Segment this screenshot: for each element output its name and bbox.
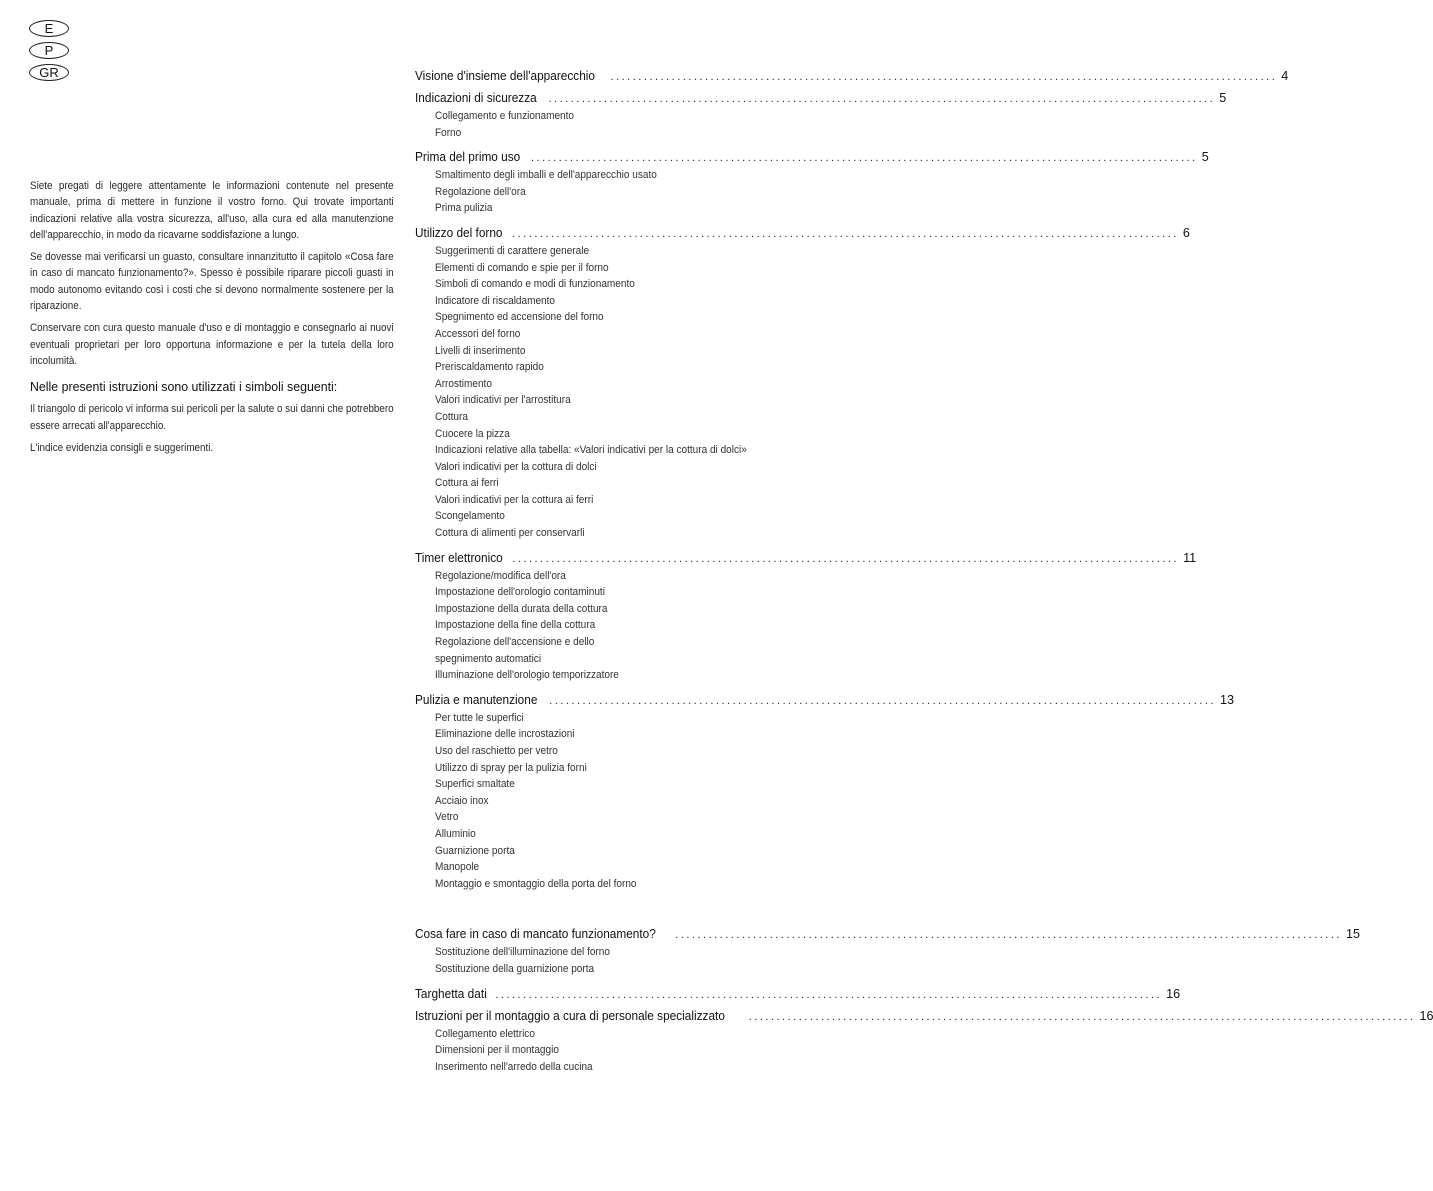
- toc-dot-leader: ........................................................................................................................: [512, 227, 1179, 240]
- toc-subitem: Illuminazione dell'orologio temporizzatore: [435, 669, 619, 682]
- toc-page-number: 13: [1219, 692, 1234, 707]
- toc-subitems: [415, 944, 779, 977]
- toc-subitem: Collegamento e funzionamento: [435, 110, 575, 122]
- toc-page-number: 4: [1281, 69, 1289, 83]
- toc-subitem: Simboli di comando e modi di funzionamento: [435, 278, 635, 291]
- toc-subitem: Cottura di alimenti per conservarli: [435, 527, 585, 540]
- toc-subitem: Forno: [435, 126, 462, 139]
- intro-paragraph-1: Siete pregati di leggere attentamente le informazioni contenute nel presente manuale, prima di mettere in funzione il vostro forno. Qui trovate importanti indicazioni relative alla vostra sicurezza, all'uso, alla cura ed alla manutenzione dell'apparecchio, in modo da ricavarne soddisfazione a lungo.: [30, 180, 394, 241]
- toc-subitems: [415, 1026, 779, 1076]
- toc-subitem: Superfici smaltate: [435, 778, 515, 791]
- symbol-tip-text: L'indice evidenzia consigli e suggerimenti.: [30, 441, 214, 454]
- toc-subitem: Per tutte le superfici: [435, 711, 524, 724]
- toc-subitem: Manopole: [435, 861, 480, 874]
- toc-dot-leader: ........................................................................................................................: [531, 152, 1198, 165]
- toc-dot-leader: ........................................................................................................................: [610, 71, 1278, 83]
- toc-subitem: Elementi di comando e spie per il forno: [435, 261, 609, 274]
- toc-section: [415, 550, 1197, 684]
- toc-section: [415, 986, 1181, 1004]
- language-badge-e: E: [29, 20, 69, 37]
- toc-section-title: Targhetta dati: [415, 986, 487, 1001]
- toc-dot-leader: ........................................................................................................................: [748, 1010, 1416, 1023]
- toc-page-number: 16: [1166, 986, 1181, 1001]
- toc-subitem: Montaggio e smontaggio della porta del forno: [435, 877, 637, 890]
- toc-section-title: Visione d'insieme dell'apparecchio: [415, 69, 596, 83]
- toc-subitem: Collegamento elettrico: [435, 1027, 535, 1040]
- toc-subitem: Spegnimento ed accensione del forno: [435, 311, 604, 324]
- table-of-contents: [415, 68, 1433, 1083]
- toc-subitem: Impostazione della fine della cottura: [435, 619, 596, 632]
- toc-dot-leader: ........................................................................................................................: [675, 929, 1342, 942]
- toc-subitem: Dimensioni per il montaggio: [435, 1044, 559, 1057]
- toc-section-title: Timer elettronico: [415, 550, 503, 565]
- toc-subitem: Indicatore di riscaldamento: [435, 294, 555, 307]
- toc-subitem: Indicazioni relative alla tabella: «Valori indicativi per la cottura di dolci»: [435, 444, 747, 457]
- toc-section-title: Utilizzo del forno: [415, 225, 503, 240]
- toc-subitem: Regolazione dell'ora: [435, 185, 526, 198]
- toc-dot-leader: ........................................................................................................................: [549, 694, 1216, 707]
- toc-subitem: Acciaio inox: [435, 794, 489, 807]
- toc-subitem: Cuocere la pizza: [435, 427, 510, 440]
- toc-page-number: 5: [1219, 91, 1227, 105]
- toc-subitem: Prima pulizia: [435, 202, 493, 215]
- language-badges: [29, 20, 69, 86]
- toc-section-title: Istruzioni per il montaggio a cura di personale specializzato: [415, 1008, 725, 1023]
- toc-section-heading: [415, 986, 1181, 1004]
- toc-section: [415, 68, 1289, 86]
- intro-paragraph-2: Se dovesse mai verificarsi un guasto, consultare innanzitutto il capitolo «Cosa fare in caso di mancato funzionamento?». Spesso è possibile riparare piccoli guasti in modo autonomo evitando così i costi che si devono normalmente sostenere per la riparazione.: [30, 251, 394, 313]
- toc-section-heading: [415, 926, 1360, 944]
- toc-subitems: [415, 108, 779, 141]
- toc-subitem: Regolazione/modifica dell'ora: [435, 569, 566, 582]
- intro-paragraph-3: Conservare con cura questo manuale d'uso e di montaggio e consegnarlo ai nuovi eventuali proprietari per loro opportuna informazione e per la tutela della loro incolumità.: [30, 322, 394, 367]
- toc-page-number: 6: [1182, 225, 1190, 240]
- symbols-heading: Nelle presenti istruzioni sono utilizzati i simboli seguenti:: [30, 379, 338, 395]
- toc-section: [415, 90, 1227, 141]
- toc-section-title: Prima del primo uso: [415, 150, 521, 165]
- toc-subitem: Arrostimento: [435, 377, 492, 390]
- toc-page-number: 11: [1183, 550, 1197, 565]
- toc-subitem: Sostituzione dell'illuminazione del forno: [435, 946, 610, 959]
- toc-subitem: Impostazione della durata della cottura: [435, 602, 608, 615]
- toc-section-heading: [415, 692, 1234, 710]
- toc-dot-leader: ........................................................................................................................: [512, 552, 1180, 565]
- toc-section: [415, 1008, 1433, 1076]
- toc-subitem: Guarnizione porta: [435, 844, 515, 857]
- toc-subitem: Impostazione dell'orologio contaminuti: [435, 586, 605, 599]
- toc-subitem: Valori indicativi per l'arrostitura: [435, 394, 571, 407]
- toc-section-heading: [415, 149, 1209, 167]
- toc-page-number: 15: [1345, 927, 1360, 942]
- toc-subitems: [415, 710, 779, 893]
- toc-subitem: Valori indicativi per la cottura ai ferri: [435, 493, 594, 506]
- toc-dot-leader: ........................................................................................................................: [548, 93, 1216, 105]
- toc-page-number: 16: [1419, 1008, 1433, 1023]
- toc-subitem: Accessori del forno: [435, 327, 521, 340]
- toc-subitem: Livelli di inserimento: [435, 344, 526, 357]
- language-badge-p: P: [29, 42, 69, 59]
- toc-subitems: [415, 568, 779, 684]
- toc-section: [415, 225, 1190, 542]
- toc-subitem: Scongelamento: [435, 510, 505, 523]
- toc-section-heading: [415, 90, 1227, 108]
- toc-section-heading: [415, 1008, 1433, 1026]
- toc-subitem: Uso del raschietto per vetro: [435, 745, 558, 757]
- toc-section-heading: [415, 225, 1190, 243]
- toc-section: [415, 149, 1209, 217]
- toc-section-title: Cosa fare in caso di mancato funzionamento?: [415, 927, 656, 942]
- toc-subitems: [415, 167, 779, 217]
- toc-subitem: Valori indicativi per la cottura di dolci: [435, 460, 597, 473]
- toc-section: [415, 926, 1360, 977]
- toc-subitems: [415, 243, 779, 542]
- toc-subitem: Smaltimento degli imballi e dell'apparecchio usato: [435, 169, 657, 182]
- toc-subitem: Eliminazione delle incrostazioni: [435, 728, 575, 741]
- toc-section-heading: [415, 550, 1197, 568]
- toc-subitem: Utilizzo di spray per la pulizia forni: [435, 761, 587, 774]
- toc-subitem: Cottura: [435, 410, 468, 423]
- toc-page-number: 5: [1201, 150, 1209, 165]
- toc-section-title: Indicazioni di sicurezza: [415, 91, 537, 105]
- language-badge-gr: GR: [29, 64, 69, 81]
- toc-subitem: spegnimento automatici: [435, 652, 542, 665]
- toc-subitem: Alluminio: [435, 827, 476, 840]
- toc-subitem: Cottura ai ferri: [435, 477, 499, 490]
- toc-section-title: Pulizia e manutenzione: [415, 692, 538, 707]
- toc-section: [415, 692, 1234, 893]
- toc-dot-leader: ........................................................................................................................: [495, 988, 1163, 1001]
- toc-subitem: Regolazione dell'accensione e dello: [435, 636, 595, 649]
- symbol-warning-text: Il triangolo di pericolo vi informa sui pericoli per la salute o sui danni che potrebbero essere arrecati all'apparecchio.: [30, 403, 394, 432]
- toc-subitem: Suggerimenti di carattere generale: [435, 244, 590, 257]
- toc-subitem: Sostituzione della guarnizione porta: [435, 962, 595, 975]
- intro-column: [30, 178, 394, 462]
- toc-subitem: Vetro: [435, 811, 459, 824]
- toc-subitem: Inserimento nell'arredo della cucina: [435, 1060, 593, 1073]
- toc-section-heading: [415, 68, 1289, 86]
- toc-subitem: Preriscaldamento rapido: [435, 361, 544, 374]
